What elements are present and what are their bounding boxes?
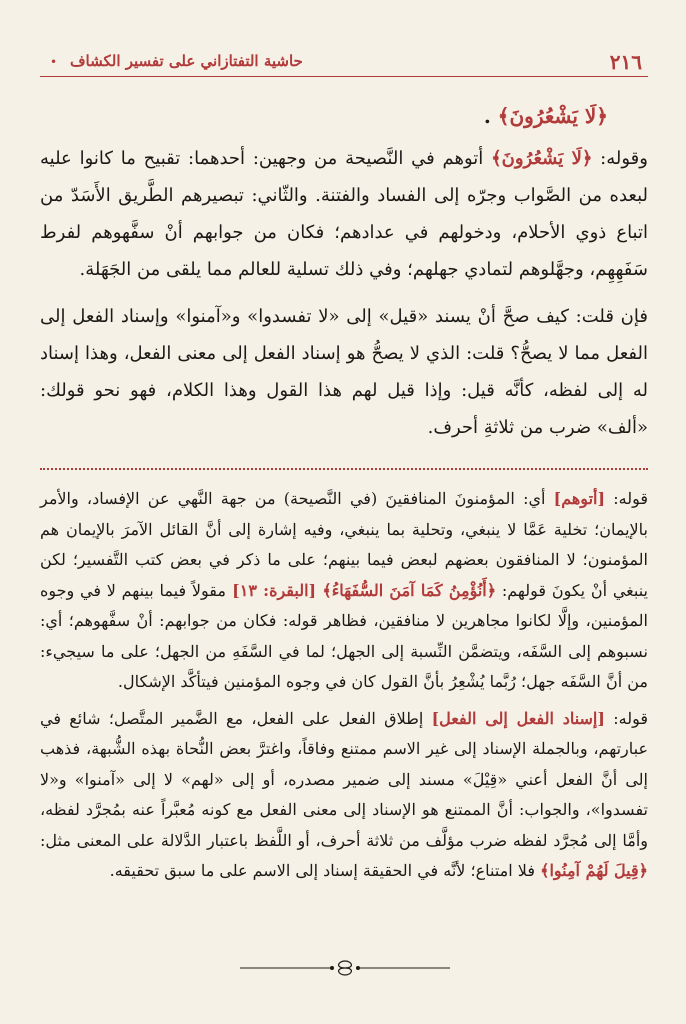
- main-paragraph-2: [40, 298, 648, 446]
- n1-quote: ﴿أَنُؤْمِنُ كَمَا آمَنَ السُّفَهَاءُ﴾: [322, 580, 497, 600]
- verse-heading: [484, 104, 608, 128]
- main-paragraph-1: [40, 140, 648, 288]
- verse-tail: .: [483, 104, 498, 128]
- p1-label: وقوله:: [592, 148, 648, 169]
- book-page: [40, 28, 648, 996]
- n1-key: [أتوهم]: [553, 489, 606, 508]
- verse-text: ﴿لَا يَشْعُرُونَ﴾: [497, 104, 608, 128]
- n2-key: [إسناد الفعل إلى الفعل]: [431, 708, 605, 728]
- n2-text: إطلاق الفعل على الفعل، مع الضَّمير المتَّصل؛ شائع في عبارتهم، وبالجملة الإسناد إلى غير الاسم ممتنع وفاقاً، واغترَّ بعض النُّحاة بهذه الشُّبهة، فذهب إلى أنَّ الفعل أعني «قِيْلَ» مسند إلى ضمير مصدره، أو إلى «لهم» لا إلى «آمنوا» و«لا تفسدوا»، والجواب: أنَّ الممتنع هو الإسناد إلى معنى الفعل مع كونه مُعبَّراً عنه بمُجرَّد لفظه، وأمَّا إلى مُجرَّد لفظه ضرب مؤلَّف من ثلاثة أحرف، أو اللَّفظ باعتبار الدَّلالة على المعنى مثل:: [40, 708, 648, 850]
- n1-text2: مقولاً فيما بينهم لا في وجوه المؤمنين، وإلَّا لكانوا مجاهرين لا منافقين، فظاهر قوله: فكان من جوابهم: أنْ سفَّهوهم؛ أي: نسبوهم إلى السَّفَه، ويتضمَّن النِّسبة إلى الجهل؛ لما في السَّفَهِ من الجهل؛ على ما سيجيء: من أنَّ السَّفَه جهل؛ رُبَّما يُشْعِرُ بأنَّ القول كان في وجوه المؤمنين فيتأكَّد الإشكال.: [40, 580, 649, 691]
- n1-ref: [البقرة: ١٣]: [225, 580, 323, 600]
- p2-text: فإن قلت: كيف صحَّ أنْ يسند «قيل» إلى «لا تفسدوا» و«آمنوا» وإسناد الفعل إلى الفعل مما لا يصحُّ؟ قلت: الذي لا يصحُّ هو إسناد الفعل إلى معنى الفعل، وهذا إسناد له إلى لفظه، كأنَّه قيل: وإذا قيل لهم هذا القول وهذا الكلام، فهو نحو قولك: «ألف» ضرب من ثلاثةِ أحرف.: [40, 306, 648, 438]
- p1-text: أتوهم في النَّصيحة من وجهين: أحدهما: تقبيح ما كانوا عليه لبعده من الصَّواب وجرّه إلى الفساد والفتنة. والثّاني: تبصيرهم الطَّريق الأَسَدّ من اتباع ذوي الأحلام، ودخولهم في عدادهم؛ فكان من جوابهم أنْ سفَّهوهم لفرط سَفَهِهِم، وجهَّلوهم لتمادي جهلهم؛ وفي ذلك تسلية للعالم مما يلقى من الجَهَلة.: [40, 148, 648, 280]
- end-ornament-icon: [240, 958, 450, 978]
- running-title: حاشية التفتازاني على تفسير الكشاف: [70, 52, 303, 70]
- page-number: ٢١٦: [609, 50, 642, 74]
- main-text: [40, 140, 648, 456]
- p1-quote: ﴿لَا يَشْعُرُونَ﴾: [491, 148, 593, 169]
- page-header: [40, 48, 648, 77]
- header-ornament-icon: •: [50, 55, 58, 69]
- commentary-notes: [40, 484, 648, 893]
- n2-quote: ﴿قِيلَ لَهُمْ آمِنُوا﴾: [540, 861, 648, 880]
- notes-divider: [40, 468, 648, 470]
- note-1: [40, 484, 648, 698]
- n2-label: قوله:: [604, 708, 649, 728]
- note-2: [40, 704, 648, 887]
- n2-text2: فلا امتناع؛ لأنَّه في الحقيقة إسناد إلى الاسم على ما سبق تحقيقه.: [109, 861, 541, 880]
- n1-label: قوله:: [605, 489, 648, 508]
- n1-text: أي: المؤمنونَ المنافقينَ (في النَّصيحة) من جهة النَّهي عن الإفساد، والأمر بالإيمان؛ تخلية عَمَّا لا ينبغي، وتحلية بما ينبغي، وفيه إشارة إلى أنَّ القائل الآمرَ بالإيمان هم المؤمنون؛ لا المنافقون بعضهم لبعض فيما بينهم؛ على ما ذكر في بعض كتب التَّفسير؛ لكن ينبغي أنْ يكونَ قولهم:: [40, 489, 649, 600]
